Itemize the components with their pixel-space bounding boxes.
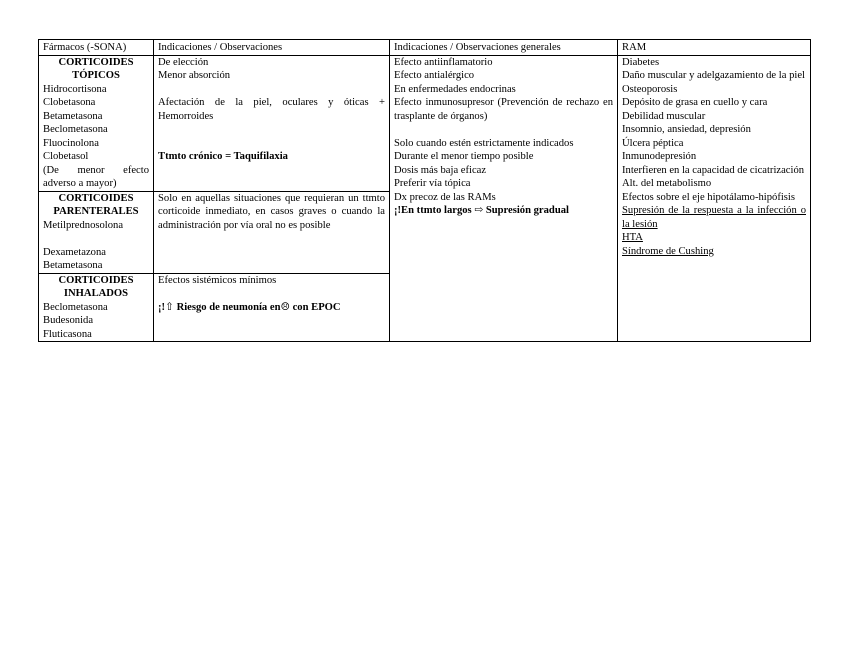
gen-line-5: Solo cuando estén estrictamente indicados [394, 137, 574, 149]
drug-dexametazona: Dexametazona [43, 246, 106, 258]
header-farmacos: Fármacos (-SONA) [39, 40, 154, 56]
header-indicaciones: Indicaciones / Observaciones [154, 40, 390, 56]
gen-line-2: Efecto antialérgico [394, 70, 475, 81]
ram-deposito-grasa: Depósito de grasa en cuello y cara [622, 97, 768, 108]
farmacos-topicos-cell [39, 55, 154, 191]
ram-insomnio: Insomnio, ansiedad, depresión [622, 124, 751, 135]
ram-dano-muscular: Daño muscular y adelgazamiento de la piel [622, 70, 805, 81]
ram-cell [618, 55, 811, 342]
gen-line-1: Efecto antiinflamatorio [394, 56, 493, 68]
farmacos-inhalados-cell [39, 273, 154, 342]
ind-inhalados-1: Efectos sistémicos mínimos [158, 274, 277, 286]
drug-budesonida: Budesonida [43, 315, 94, 326]
topicos-note: (De menor efecto adverso a mayor) [43, 164, 149, 189]
drug-betametasona-parenteral: Betametasona [43, 260, 103, 271]
gen-line-3: En enfermedades endocrinas [394, 83, 516, 95]
drug-metilprednosolona: Metilprednosolona [43, 219, 124, 231]
ram-supresion-respuesta: Supresión de la respuesta a la infección o la lesión [622, 205, 806, 230]
drug-beclometasona-inhalada: Beclometasona [43, 301, 108, 313]
drug-beclometasona: Beclometasona [43, 124, 108, 135]
drug-fluticasona: Fluticasona [43, 328, 92, 340]
gen-line-8: Preferir vía tópica [394, 178, 471, 189]
ram-osteoporosis: Osteoporosis [622, 83, 678, 95]
drug-fluocinolona: Fluocinolona [43, 137, 99, 149]
indicaciones-parenterales-cell [154, 191, 390, 273]
generales-cell [390, 55, 618, 342]
header-generales: Indicaciones / Observaciones generales [390, 40, 618, 56]
ram-hta: HTA [622, 232, 643, 243]
group-title-inhalados: CORTICOIDES INHALADOS [58, 274, 134, 299]
ram-cushing: Síndrome de Cushing [622, 245, 714, 257]
gen-line-9: Dx precoz de las RAMs [394, 191, 496, 203]
drug-hidrocortisona: Hidrocortisona [43, 83, 107, 95]
ind-topicos-1: De elección [158, 56, 209, 68]
gen-line-6: Durante el menor tiempo posible [394, 151, 534, 162]
ram-ulcera: Úlcera péptica [622, 137, 684, 149]
ram-metabolismo: Alt. del metabolismo [622, 178, 712, 189]
ram-inmunodepresion: Inmunodepresión [622, 151, 697, 162]
indicaciones-inhalados-cell [154, 273, 390, 342]
farmacos-parenterales-cell [39, 191, 154, 273]
drug-clobetasona: Clobetasona [43, 97, 96, 108]
header-ram: RAM [618, 40, 811, 56]
gen-line-7: Dosis más baja eficaz [394, 164, 487, 176]
gen-line-4: Efecto inmunosupresor (Prevención de rechazo en trasplante de órganos) [394, 97, 613, 122]
ind-topicos-4: Ttmto crónico = Taquifilaxia [158, 151, 288, 162]
ram-debilidad-muscular: Debilidad muscular [622, 110, 706, 122]
corticoides-table [38, 39, 811, 342]
header-row [39, 40, 811, 56]
row-topicos [39, 55, 811, 191]
ram-diabetes: Diabetes [622, 56, 660, 68]
drug-clobetasol: Clobetasol [43, 151, 89, 162]
ram-eje-hipotalamo: Efectos sobre el eje hipotálamo-hipófisis [622, 191, 795, 203]
ram-cicatrizacion: Interfieren en la capacidad de cicatrización [622, 164, 805, 176]
gen-line-10: ¡!En ttmto largos ⇨ Supresión gradual [394, 205, 569, 216]
ind-inhalados-2: ¡!⇧ Riesgo de neumonía en☹ con EPOC [158, 301, 341, 313]
ind-parenterales: Solo en aquellas situaciones que requieran un ttmto corticoide inmediato, en casos graves o cuando la administración por vía oral no es posible [158, 192, 385, 231]
group-title-topicos: CORTICOIDES TÓPICOS [58, 56, 134, 81]
drug-betametasona: Betametasona [43, 110, 103, 122]
ind-topicos-2: Menor absorción [158, 70, 231, 81]
group-title-parenterales: CORTICOIDES PARENTERALES [53, 192, 139, 217]
ind-topicos-3: Afectación de la piel, oculares y óticas + Hemorroides [158, 97, 385, 122]
indicaciones-topicos-cell [154, 55, 390, 191]
